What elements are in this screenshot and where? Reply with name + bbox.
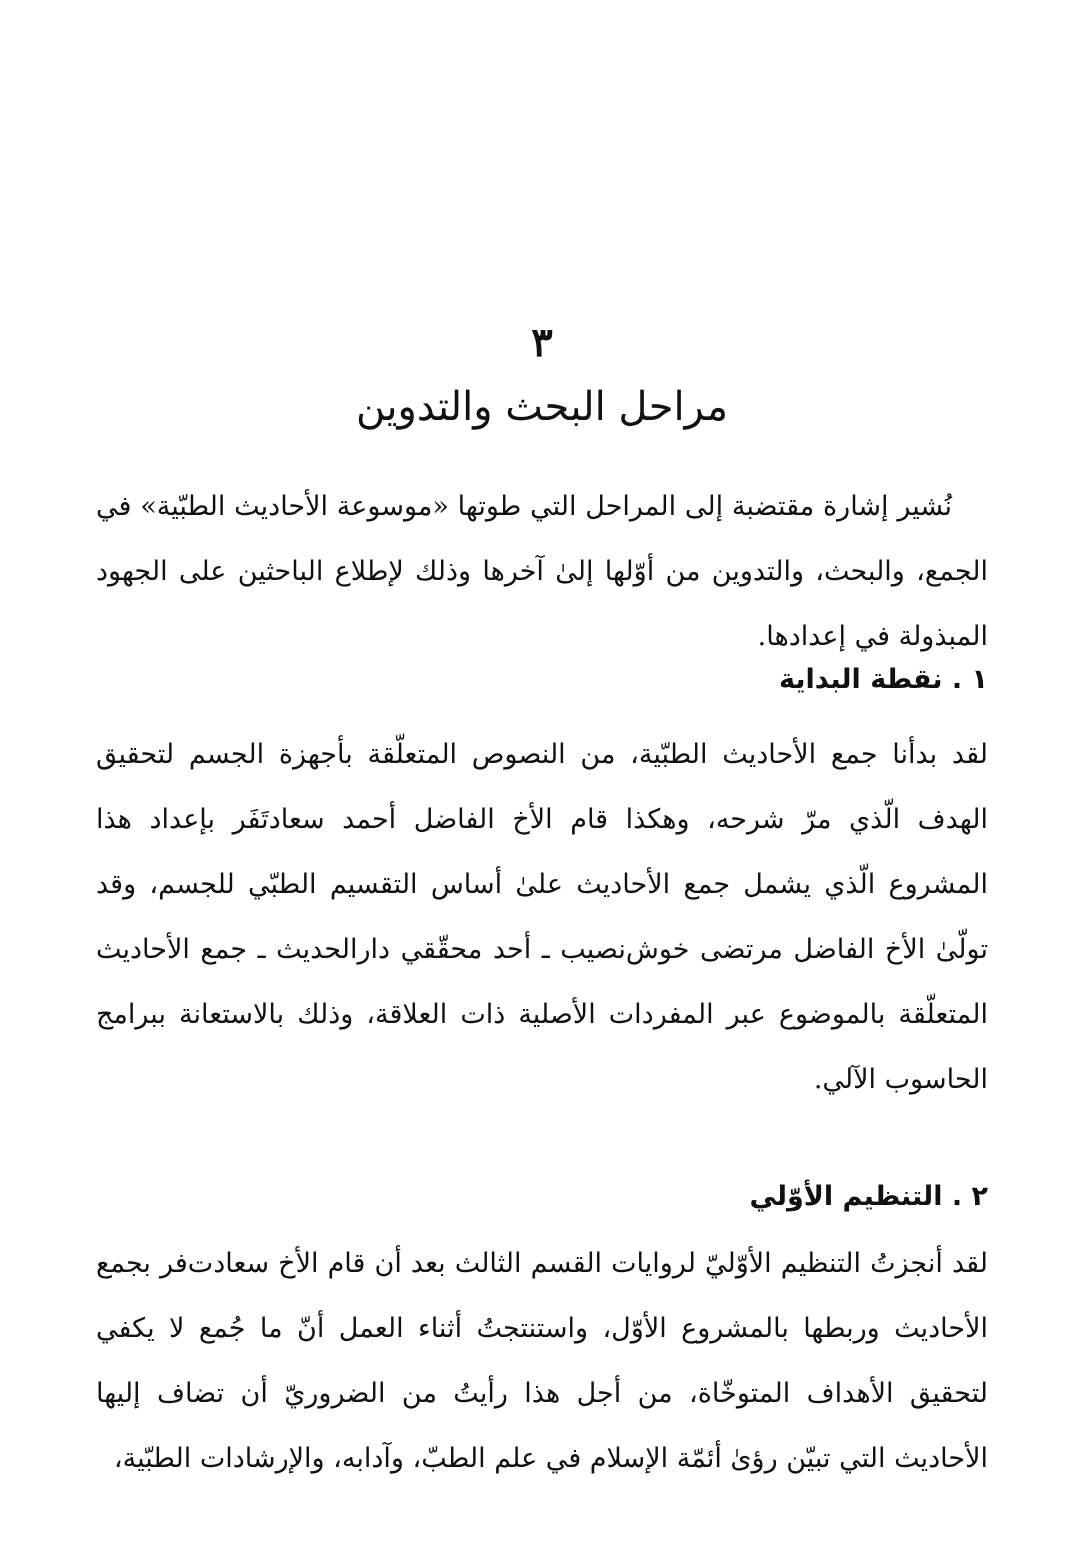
section-body-initial-organization: لقد أنجزتُ التنظيم الأوّليّ لروايات القسم الثالث بعد أن قام الأخ سعادت‌فر بجمع الأحاديث وربطها بالمشروع الأوّل، واستنتجتُ أثناء العمل أنّ ما جُمع لا يكفي لتحقيق الأهداف المتوخّاة، من أجل هذا رأيتُ من الضروريّ أن تضاف إليها الأحاديث التي تبيّن رؤىٰ أئمّة الإسلام في علم الطبّ، وآدابه، والإرشادات الطبّية، bbox=[96, 1248, 988, 1474]
section-heading-starting-point: ١ . نقطة البداية bbox=[779, 664, 988, 695]
intro-paragraph: نُشير إشارة مقتضبة إلى المراحل التي طوتها «موسوعة الأحاديث الطبّية» في الجمع، والبحث، والتدوين من أوّلها إلىٰ آخرها وذلك لإطلاع الباحثين على الجهود المبذولة في إعدادها. bbox=[96, 491, 988, 652]
section-body-starting-point: لقد بدأنا جمع الأحاديث الطبّية، من النصوص المتعلّقة بأجهزة الجسم لتحقيق الهدف الّذي مرّ شرحه، وهكذا قام الأخ الفاضل أحمد سعادتَفَر بإعداد هذا المشروع الّذي يشمل جمع الأحاديث علىٰ أساس التقسيم الطبّي للجسم، وقد تولّىٰ الأخ الفاضل مرتضى خوش‌نصيب ـ أحد محقّقي دارالحديث ـ جمع الأحاديث المتعلّقة بالموضوع عبر المفردات الأصلية ذات العلاقة، وذلك بالاستعانة ببرامج الحاسوب الآلي. bbox=[96, 739, 988, 1095]
section-heading-initial-organization: ٢ . التنظيم الأوّلي bbox=[749, 1181, 988, 1212]
chapter-number: ٣ bbox=[531, 319, 553, 366]
chapter-title: مراحل البحث والتدوين bbox=[355, 384, 729, 430]
